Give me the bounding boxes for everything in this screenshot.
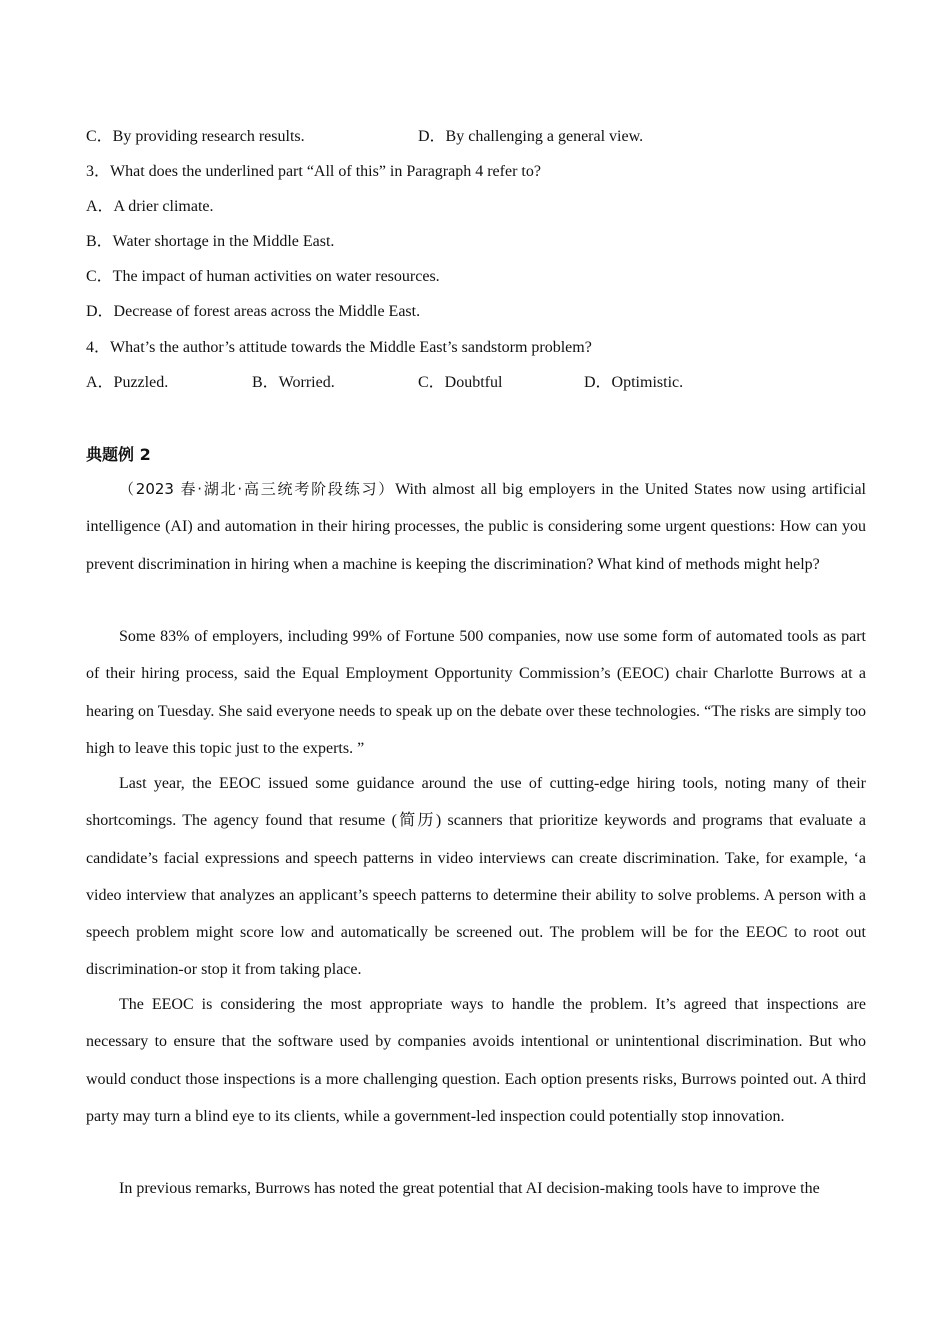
passage-paragraph-1 xyxy=(86,471,866,583)
q4-option-d: D．Optimistic. xyxy=(584,374,684,391)
passage-paragraph-4: The EEOC is considering the most appropriate ways to handle the problem. It’s agreed that inspections are necessary to ensure that the software used by companies avoids intentional or unintentional discrimination. But who would conduct those inspections is a more challenging question. Each option presents risks, Burrows pointed out. A third party may turn a blind eye to its clients, while a government-led inspection could potentially stop innovation. xyxy=(86,996,866,1125)
q2-option-c: C．By providing research results. xyxy=(86,128,305,145)
q2-options-row xyxy=(86,127,866,147)
q3-option-a: A．A drier climate. xyxy=(86,198,214,215)
passage-paragraph-2: Some 83% of employers, including 99% of Fortune 500 companies, now use some form of automated tools as part of their hiring process, said the Equal Employment Opportunity Commission’s (EEOC) chair Charlotte Burrows at a hearing on Tuesday. She said everyone needs to speak up on the debate over these technologies. “The risks are simply too high to leave this topic just to the experts. ” xyxy=(86,628,866,757)
section-heading: 典题例 2 xyxy=(86,445,151,464)
passage-paragraph-3: Last year, the EEOC issued some guidance around the use of cutting-edge hiring tools, noting many of their shortcomings. The agency found that resume (简历) scanners that prioritize keywords and programs that evaluate a candidate’s facial expressions and speech patterns in video interviews can create discrimination. Take, for example, ‘a video interview that analyzes an applicant’s speech patterns to determine their ability to solve problems. A person with a speech problem might score low and automatically be screened out. The problem will be for the EEOC to root out discrimination-or stop it from taking place. xyxy=(86,775,866,979)
passage-paragraph-5: In previous remarks, Burrows has noted the great potential that AI decision-making tools have to improve the xyxy=(119,1180,820,1197)
q3-option-c: C．The impact of human activities on water resources. xyxy=(86,268,440,285)
q4-option-b: B．Worried. xyxy=(252,374,335,391)
q4-question: 4．What’s the author’s attitude towards the Middle East’s sandstorm problem? xyxy=(86,339,592,356)
q4-options-row xyxy=(86,373,866,393)
q2-option-d: D．By challenging a general view. xyxy=(418,128,644,145)
q3-option-d: D．Decrease of forest areas across the Middle East. xyxy=(86,303,421,320)
q3-option-b: B．Water shortage in the Middle East. xyxy=(86,233,335,250)
q3-question: 3．What does the underlined part “All of this” in Paragraph 4 refer to? xyxy=(86,163,541,180)
q4-option-a: A．Puzzled. xyxy=(86,374,169,391)
source-citation: （2023 春·湖北·高三统考阶段练习） xyxy=(119,480,396,498)
paragraph-1-text: With almost all big employers in the United States now using artificial intelligence (AI) and automation in their hiring processes, the public is considering some urgent questions: How can you prevent discrimination in hiring when a machine is keeping the discrimination? What kind of methods might help? xyxy=(86,481,867,573)
q4-option-c: C．Doubtful xyxy=(418,374,503,391)
